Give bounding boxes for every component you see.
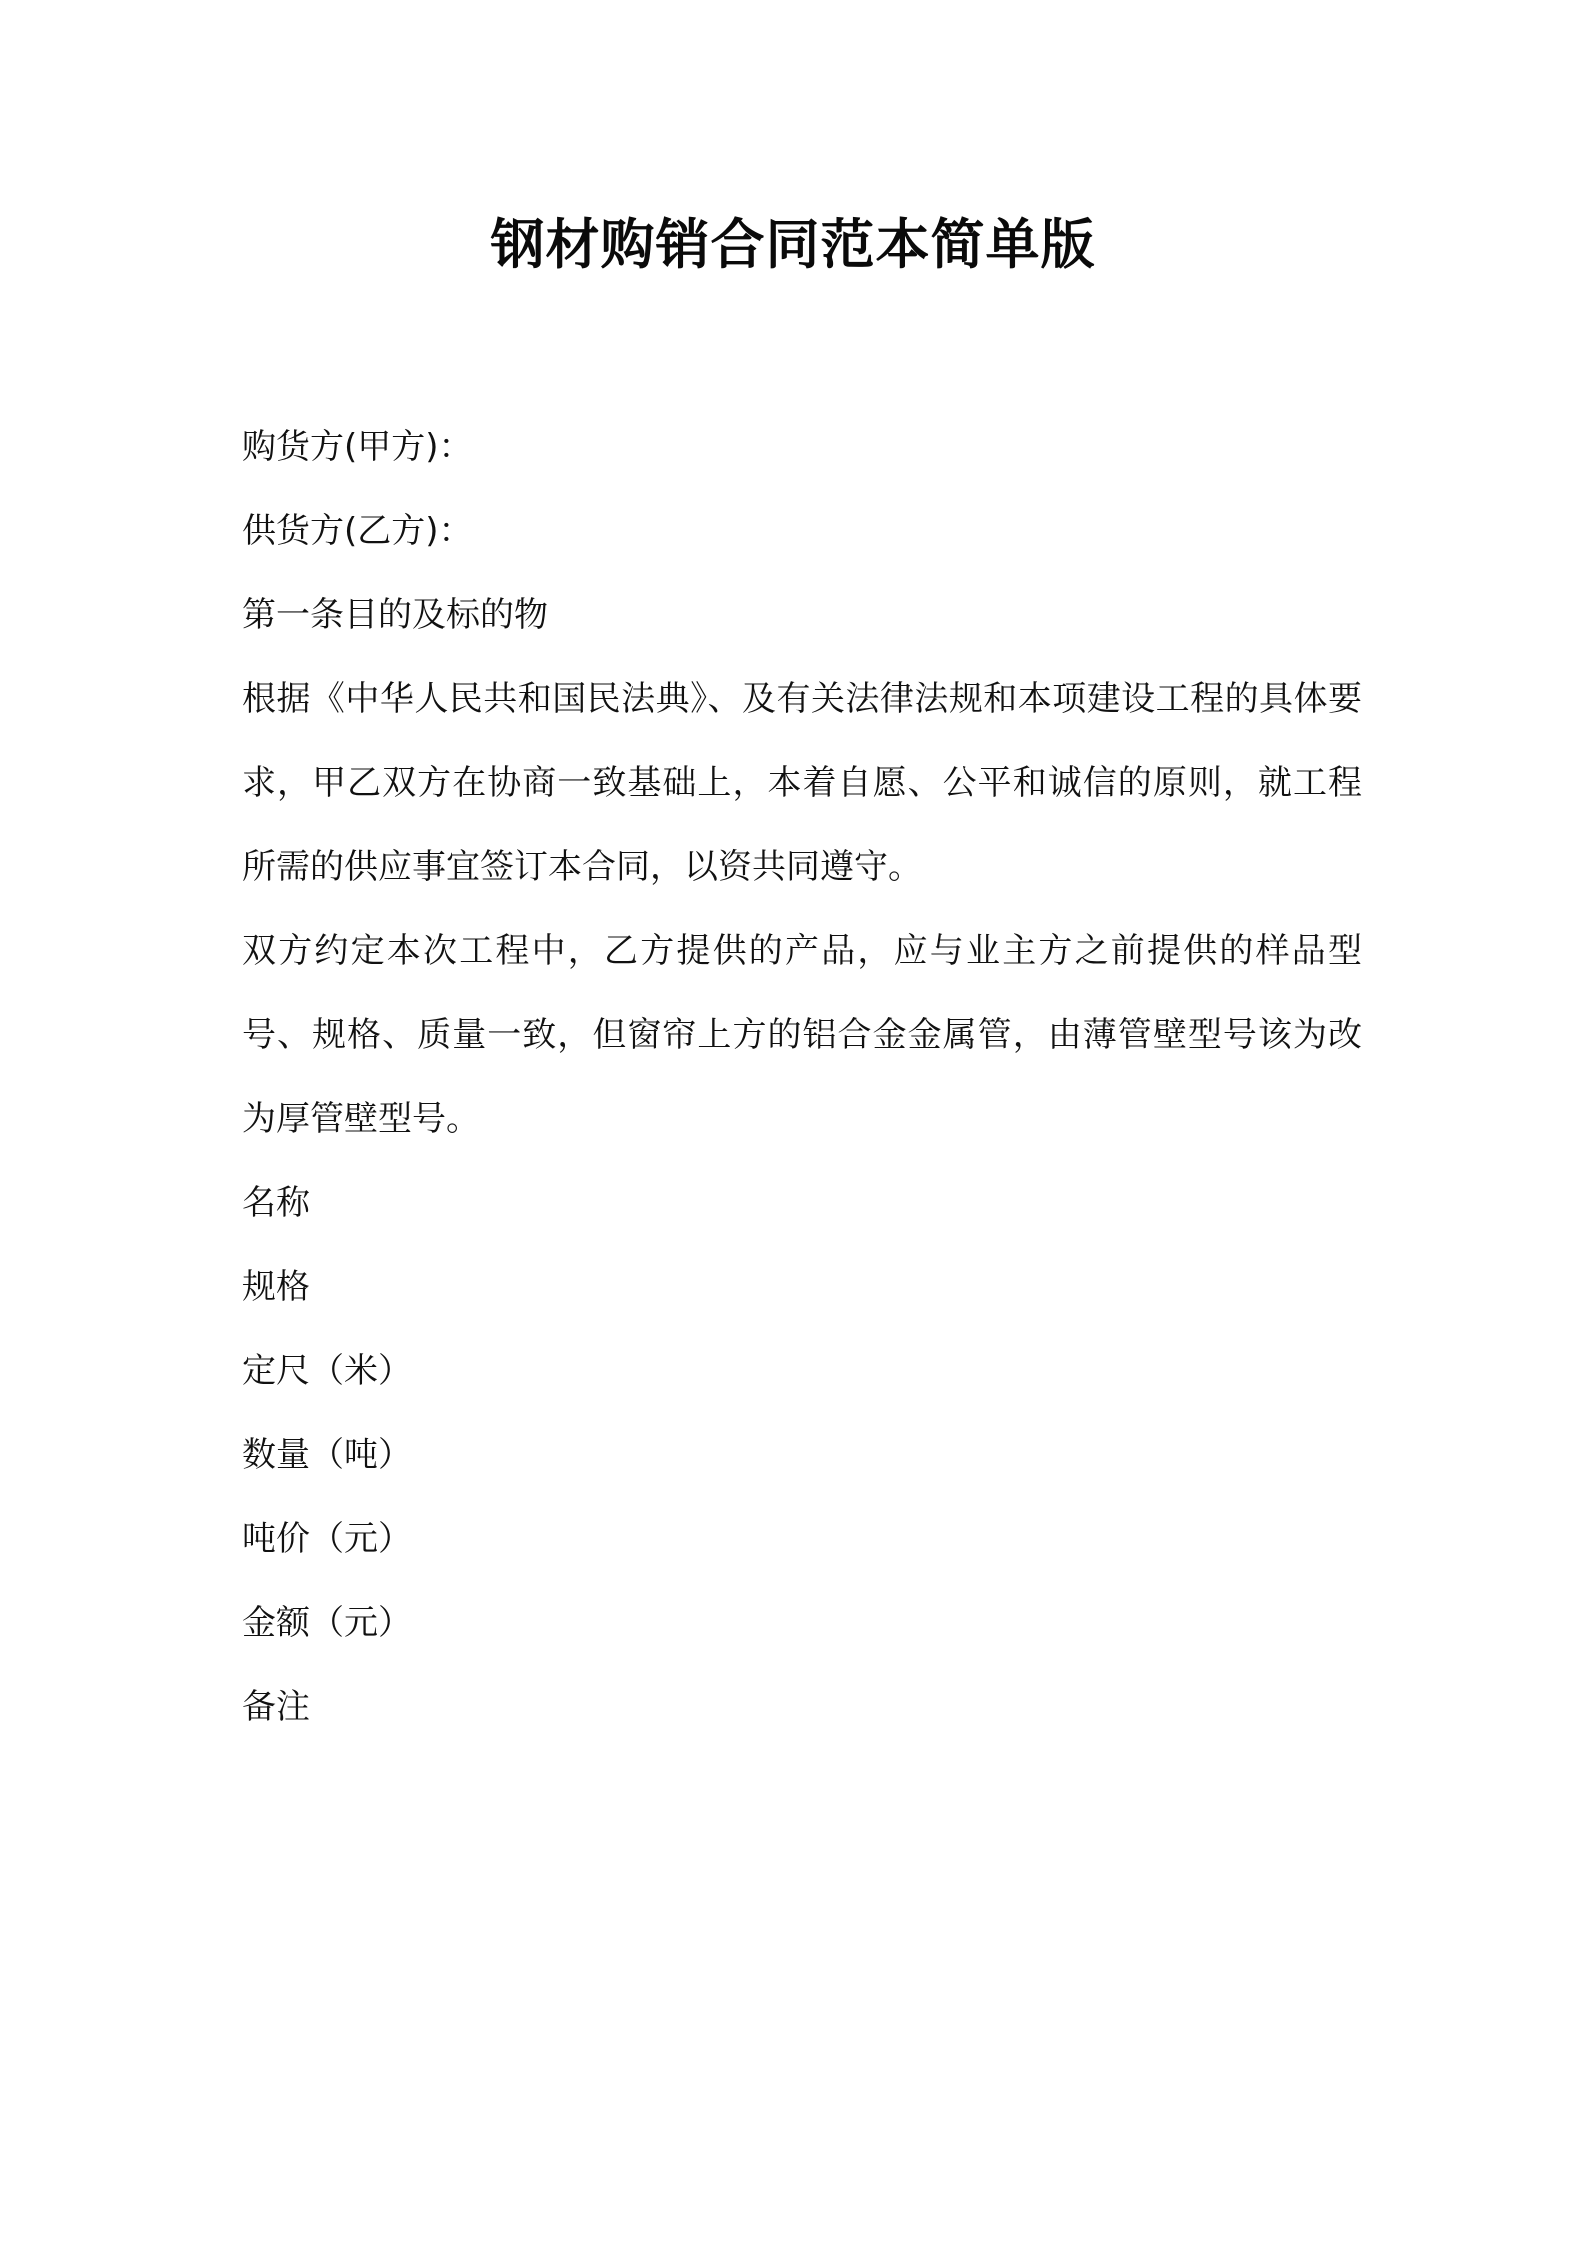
field-price-per-ton: 吨价（元）: [242, 1519, 412, 1559]
buyer-label: 购货方(甲方)：: [242, 427, 473, 467]
field-quantity: 数量（吨）: [242, 1435, 412, 1475]
seller-label: 供货方(乙方)：: [242, 511, 473, 551]
document-body: [242, 405, 1362, 1749]
article-1-paragraph-2: 双方约定本次工程中，乙方提供的产品，应与业主方之前提供的样品型号、规格、质量一致，但窗帘上方的铝合金金属管，由薄管壁型号该为改为厚管壁型号。: [242, 931, 1362, 1139]
article-1-heading: 第一条目的及标的物: [242, 595, 548, 635]
field-spec: 规格: [242, 1267, 310, 1307]
field-length: 定尺（米）: [242, 1351, 412, 1391]
document-title: 钢材购销合同范本简单版: [490, 213, 1096, 276]
field-remarks: 备注: [242, 1687, 310, 1727]
article-1-paragraph-1: 根据《中华人民共和国民法典》、及有关法律法规和本项建设工程的具体要求，甲乙双方在协商一致基础上，本着自愿、公平和诚信的原则，就工程所需的供应事宜签订本合同，以资共同遵守。: [242, 679, 1362, 887]
field-amount: 金额（元）: [242, 1603, 412, 1643]
field-name: 名称: [242, 1183, 310, 1223]
